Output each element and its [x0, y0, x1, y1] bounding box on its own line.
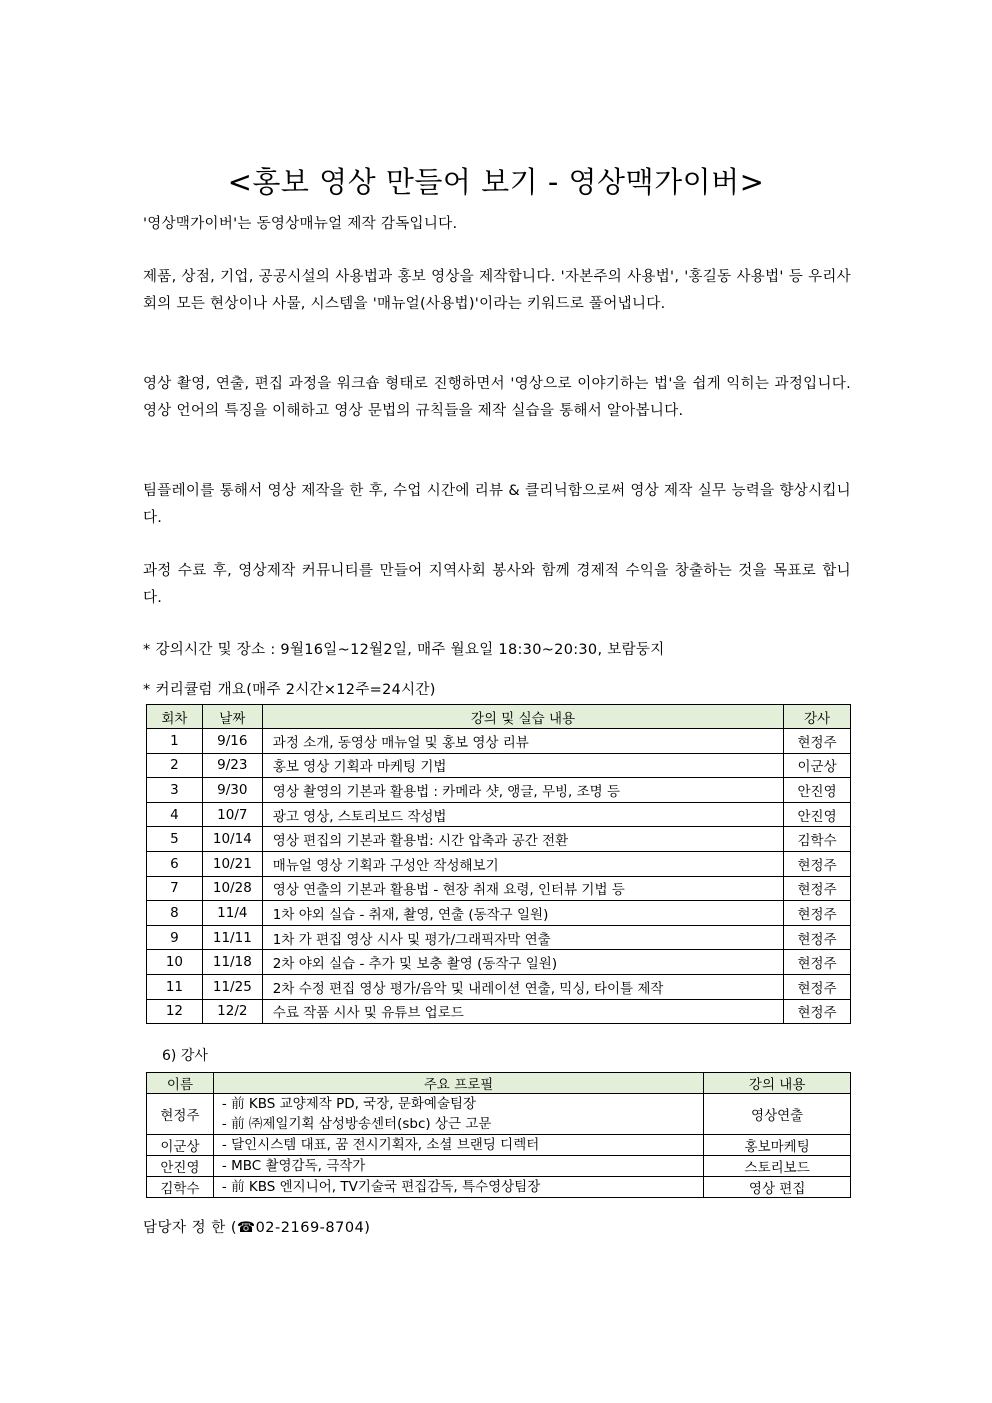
header-profile: 주요 프로필 — [213, 1073, 703, 1094]
header-date: 날짜 — [202, 705, 262, 729]
table-row — [147, 999, 851, 1024]
profile-cell — [213, 1094, 703, 1135]
instructor-cell: 김학수 — [784, 827, 851, 852]
instructor-cell: 현정주 — [784, 876, 851, 901]
header-name: 이름 — [147, 1073, 214, 1094]
table-row — [147, 851, 851, 876]
profile-line: - 前 KBS 엔지니어, TV기술국 편집감독, 특수영상팀장 — [221, 1179, 541, 1195]
table-row — [147, 1094, 851, 1135]
header-instructor: 강사 — [784, 705, 851, 729]
session-cell: 12 — [147, 999, 203, 1024]
content-cell: 영상 편집의 기본과 활용법: 시간 압축과 공간 전환 — [262, 827, 783, 852]
session-cell: 6 — [147, 851, 203, 876]
curriculum-title: * 커리큘럼 개요(매주 2시간×12주=24시간) — [143, 682, 436, 698]
table-row — [147, 925, 851, 950]
table-row — [147, 901, 851, 926]
content-cell: 홍보 영상 기획과 마케팅 기법 — [262, 753, 783, 778]
date-cell: 12/2 — [202, 999, 262, 1024]
instructor-cell: 현정주 — [784, 925, 851, 950]
session-cell: 2 — [147, 753, 203, 778]
instructors-header-row — [147, 1073, 851, 1094]
content-cell: 2차 수정 편집 영상 평가/음악 및 내레이션 연출, 믹싱, 타이틀 제작 — [262, 974, 783, 999]
subject-cell: 영상연출 — [704, 1094, 851, 1135]
session-cell: 7 — [147, 876, 203, 901]
content-cell: 매뉴얼 영상 기획과 구성안 작성해보기 — [262, 851, 783, 876]
date-cell: 10/28 — [202, 876, 262, 901]
contact-info: 담당자 정 한 (☎02-2169-8704) — [143, 1220, 371, 1236]
table-row — [147, 876, 851, 901]
table-row — [147, 1135, 851, 1156]
session-cell: 8 — [147, 901, 203, 926]
date-cell: 11/18 — [202, 950, 262, 975]
table-row — [147, 802, 851, 827]
subject-cell: 홍보마케팅 — [704, 1135, 851, 1156]
profile-cell — [213, 1135, 703, 1156]
intro-paragraph: '영상맥가이버'는 동영상매뉴얼 제작 감독입니다. — [143, 216, 458, 232]
date-cell: 9/23 — [202, 753, 262, 778]
header-subject: 강의 내용 — [704, 1073, 851, 1094]
date-cell: 10/14 — [202, 827, 262, 852]
table-row — [147, 1177, 851, 1198]
content-cell: 2차 야외 실습 - 추가 및 보충 촬영 (동작구 일원) — [262, 950, 783, 975]
content-cell: 1차 야외 실습 - 취재, 촬영, 연출 (동작구 일원) — [262, 901, 783, 926]
content-cell: 1차 가 편집 영상 시사 및 평가/그래픽자막 연출 — [262, 925, 783, 950]
session-cell: 10 — [147, 950, 203, 975]
content-cell: 영상 촬영의 기본과 활용법 : 카메라 샷, 앵글, 무빙, 조명 등 — [262, 778, 783, 803]
session-cell: 1 — [147, 729, 203, 754]
instructor-cell: 현정주 — [784, 974, 851, 999]
profile-line: - 달인시스템 대표, 꿈 전시기획자, 소셜 브랜딩 디렉터 — [221, 1137, 540, 1153]
date-cell: 10/21 — [202, 851, 262, 876]
instructors-title: 6) 강사 — [162, 1048, 208, 1064]
date-cell: 11/25 — [202, 974, 262, 999]
table-row — [147, 729, 851, 754]
session-cell: 4 — [147, 802, 203, 827]
instructor-cell: 현정주 — [784, 901, 851, 926]
session-cell: 3 — [147, 778, 203, 803]
content-cell: 영상 연출의 기본과 활용법 - 현장 취재 요령, 인터뷰 기법 등 — [262, 876, 783, 901]
instructor-name-cell: 이군상 — [147, 1135, 214, 1156]
instructor-name-cell: 안진영 — [147, 1156, 214, 1177]
instructor-cell: 안진영 — [784, 802, 851, 827]
date-cell: 11/4 — [202, 901, 262, 926]
session-cell: 9 — [147, 925, 203, 950]
instructor-cell: 현정주 — [784, 950, 851, 975]
date-cell: 9/16 — [202, 729, 262, 754]
instructor-name-cell: 현정주 — [147, 1094, 214, 1135]
page-title: <홍보 영상 만들어 보기 - 영상맥가이버> — [227, 165, 765, 199]
schedule-info: * 강의시간 및 장소 : 9월16일~12월2일, 매주 월요일 18:30~20:30, 보람둥지 — [143, 642, 665, 658]
instructor-cell: 현정주 — [784, 851, 851, 876]
date-cell: 11/11 — [202, 925, 262, 950]
instructor-cell: 현정주 — [784, 999, 851, 1024]
profile-cell — [213, 1177, 703, 1198]
table-row — [147, 827, 851, 852]
instructor-cell: 현정주 — [784, 729, 851, 754]
table-row — [147, 974, 851, 999]
paragraph-4: 과정 수료 후, 영상제작 커뮤니티를 만들어 지역사회 봉사와 함께 경제적 수익을 창출하는 것을 목표로 합니다. — [143, 563, 851, 606]
instructor-cell: 안진영 — [784, 778, 851, 803]
table-row — [147, 1156, 851, 1177]
content-cell: 과정 소개, 동영상 매뉴얼 및 홍보 영상 리뷰 — [262, 729, 783, 754]
header-session: 회차 — [147, 705, 203, 729]
profile-line: - 前 KBS 교양제작 PD, 국장, 문화예술팀장 — [221, 1096, 477, 1112]
table-row — [147, 778, 851, 803]
session-cell: 11 — [147, 974, 203, 999]
header-content: 강의 및 실습 내용 — [262, 705, 783, 729]
table-row — [147, 950, 851, 975]
subject-cell: 영상 편집 — [704, 1177, 851, 1198]
content-cell: 광고 영상, 스토리보드 작성법 — [262, 802, 783, 827]
subject-cell: 스토리보드 — [704, 1156, 851, 1177]
session-cell: 5 — [147, 827, 203, 852]
date-cell: 9/30 — [202, 778, 262, 803]
content-cell: 수료 작품 시사 및 유튜브 업로드 — [262, 999, 783, 1024]
curriculum-header-row — [147, 705, 851, 729]
paragraph-2: 영상 촬영, 연출, 편집 과정을 워크숍 형태로 진행하면서 '영상으로 이야기하는 법'을 쉽게 익히는 과정입니다. 영상 언어의 특징을 이해하고 영상 문법의 규칙들을 제작 실습을 통해서 알아봅니다. — [143, 376, 851, 419]
instructor-cell: 이군상 — [784, 753, 851, 778]
profile-line: - 前 ㈜제일기획 삼성방송센터(sbc) 상근 고문 — [221, 1116, 492, 1132]
profile-line: - MBC 촬영감독, 극작가 — [221, 1158, 366, 1174]
profile-cell — [213, 1156, 703, 1177]
instructors-table — [146, 1072, 851, 1198]
date-cell: 10/7 — [202, 802, 262, 827]
paragraph-3: 팀플레이를 통해서 영상 제작을 한 후, 수업 시간에 리뷰 & 클리닉함으로써 영상 제작 실무 능력을 향상시킵니다. — [143, 483, 851, 526]
table-row — [147, 753, 851, 778]
curriculum-table — [146, 704, 851, 1024]
paragraph-1: 제품, 상점, 기업, 공공시설의 사용법과 홍보 영상을 제작합니다. '자본주의 사용법', '홍길동 사용법' 등 우리사회의 모든 현상이나 사물, 시스템을 '매뉴얼(사용법)'이라는 키워드로 풀어냅니다. — [143, 269, 851, 312]
instructor-name-cell: 김학수 — [147, 1177, 214, 1198]
